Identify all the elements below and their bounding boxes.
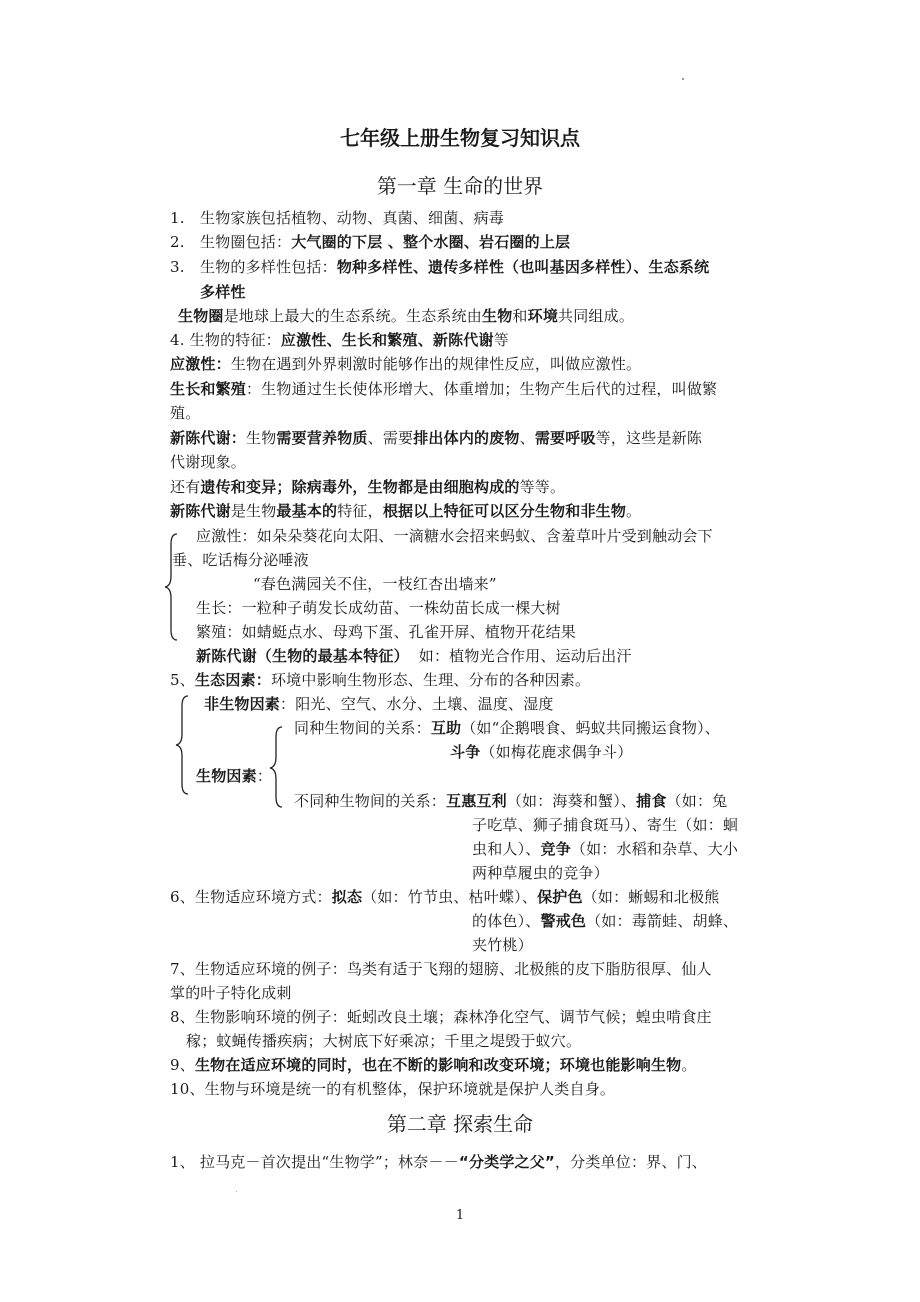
bold-term: 斗争	[450, 743, 481, 761]
text: 、	[519, 429, 535, 447]
basic-feature-line	[170, 501, 641, 521]
text: （如：海葵和蟹）、	[506, 792, 637, 810]
item-bold: 大气圈的下层 、整个水圈、岩石圈的上层	[291, 233, 571, 251]
item-number: 9、	[170, 1056, 195, 1074]
item-7: 7、生物适应环境的例子：鸟类有适于飞翔的翅膀、北极熊的皮下脂肪很厚、仙人	[170, 960, 712, 978]
stray-mark	[236, 1191, 237, 1192]
text: （如：竹节虫、枯叶蝶）、	[362, 888, 538, 906]
example-metabolism	[196, 646, 632, 666]
diff-species-relation-l2: 子吃草、狮子捕食斑马）、寄生（如：蛔	[472, 816, 739, 834]
item-1	[170, 208, 505, 228]
text: 环境中影响生物形态、生理、分布的各种因素。	[270, 671, 591, 689]
abiotic-factors	[204, 694, 554, 714]
bold-term: 生物	[482, 307, 513, 325]
bold-term: 生物圈	[178, 307, 224, 325]
item-number: 3.	[170, 258, 185, 276]
example-irritability: 应激性：如朵朵葵花向太阳、一滴糖水会招来蚂蚁、含羞草叶片受到触动会下	[196, 527, 713, 545]
bold-term: 最基本的	[276, 502, 338, 520]
text: 生物	[246, 429, 277, 447]
text: 同种生物间的关系：	[294, 719, 431, 737]
curly-brace-icon	[268, 725, 288, 809]
item-3-cont: 多样性	[200, 283, 246, 301]
bold-term: 警戒色	[540, 912, 587, 930]
bold-term: 保护色	[537, 888, 583, 906]
item-tail: 等	[493, 331, 509, 349]
bold-term: 应激性：	[170, 355, 231, 373]
item-2	[170, 232, 571, 252]
text: （如：兔	[666, 792, 728, 810]
metabolism-def	[170, 428, 702, 448]
text: 、需要	[367, 429, 414, 447]
chapter2-heading: 第二章 探索生命	[386, 1112, 534, 1136]
text: 共同组成。	[558, 307, 635, 325]
text: ：阳光、空气、水分、土壤、温度、湿度	[280, 695, 554, 713]
item-lead: 生物的多样性包括：	[200, 258, 337, 276]
diff-species-relation-l4: 两种草履虫的竞争）	[472, 864, 609, 882]
biotic-factors-label	[196, 766, 272, 786]
item-number: 5、	[170, 671, 195, 689]
text: 。	[681, 1056, 697, 1074]
text: （如梅花鹿求偶争斗）	[480, 743, 633, 761]
text: 等，这些是新陈	[595, 429, 703, 447]
diff-species-relation	[294, 791, 727, 811]
text: 。	[626, 502, 642, 520]
item-lead: 生物圈包括：	[200, 233, 292, 251]
bold-term: 生物在适应环境的同时，也在不断的影响和改变环境；环境也能影响生物	[194, 1056, 682, 1074]
bold-term: 新陈代谢	[170, 502, 231, 520]
irritability-def	[170, 354, 641, 374]
example-growth: 生长：一粒种子萌发长成幼苗、一株幼苗长成一棵大树	[196, 599, 561, 617]
item-6	[170, 887, 719, 907]
text: ：生物通过生长使体形增大、体重增加；生物产生后代的过程，叫做繁	[246, 380, 718, 398]
item-5	[170, 670, 590, 690]
text: 生物在遇到外界刺激时能够作出的规律性反应，叫做应激性。	[230, 355, 642, 373]
item-10: 10、生物与环境是统一的有机整体，保护环境就是保护人类自身。	[170, 1080, 616, 1098]
stray-mark	[682, 78, 684, 80]
item-text: 生物家族包括植物、动物、真菌、细菌、病毒	[200, 209, 505, 227]
same-species-relation	[294, 718, 720, 738]
bold-term: 生态因素：	[194, 671, 271, 689]
text: （如“企鹅喂食、蚂蚁共同搬运食物）、	[461, 719, 720, 737]
bold-term: 生长和繁殖	[170, 380, 247, 398]
page-number: 1	[455, 1208, 465, 1223]
text: 6、生物适应环境方式：	[170, 888, 332, 906]
item-8: 8、生物影响环境的例子：蚯蚓改良土壤；森林净化空气、调节气候；蝗虫啃食庄	[170, 1008, 712, 1026]
curly-brace-icon	[174, 694, 194, 796]
bold-term: 需要营养物质	[276, 429, 368, 447]
item-3	[170, 257, 710, 277]
text: 如：植物光合作用、运动后出汗	[408, 647, 632, 665]
text: （如：蜥蜴和北极熊	[582, 888, 720, 906]
bold-term: 排出体内的废物	[413, 429, 520, 447]
biosphere-line	[178, 306, 634, 326]
text: 还有	[170, 478, 201, 496]
item-lead: 4. 生物的特征：	[170, 331, 281, 349]
bold-term: 拟态	[331, 888, 363, 906]
bold-term: 环境	[527, 307, 559, 325]
text: 等等。	[519, 478, 566, 496]
example-poem: “春色满园关不住，一枝红杏出墙来”	[253, 575, 497, 593]
text: 的体色）、	[472, 912, 541, 930]
bold-term: 根据以上特征可以区分生物和非生物	[382, 502, 627, 520]
text: ：	[256, 767, 273, 785]
item-6-l3: 夹竹桃）	[472, 936, 533, 954]
chapter1-heading: 第一章 生命的世界	[376, 174, 544, 198]
growth-def	[170, 379, 717, 399]
item-number: 1.	[170, 209, 185, 227]
bold-term: 新陈代谢：	[170, 429, 247, 447]
bold-term: 新陈代谢（生物的最基本特征）	[196, 647, 409, 665]
bold-term: 互惠互利	[446, 792, 507, 810]
bold-term: 生物因素	[196, 767, 257, 785]
example-reproduction: 繁殖：如蜻蜓点水、母鸡下蛋、孔雀开屏、植物开花结果	[196, 623, 577, 641]
bold-term: 捕食	[636, 792, 667, 810]
example-irritability-cont: 垂、吃话梅分泌唾液	[172, 551, 309, 569]
also-line	[170, 477, 565, 497]
bold-term: “分类学之父”	[458, 1153, 555, 1171]
same-species-relation-cont	[450, 742, 632, 762]
diff-species-relation-l3	[472, 839, 738, 859]
document-title: 七年级上册生物复习知识点	[340, 126, 580, 150]
chapter2-item-1	[170, 1152, 707, 1172]
curly-brace-icon	[163, 532, 183, 642]
bold-term: 非生物因素	[204, 695, 281, 713]
text: 1、 拉马克－首次提出“生物学”；林奈－－	[170, 1153, 459, 1171]
item-8-cont: 稼；蚊蝇传播疾病；大树底下好乘凉；千里之堤毁于蚁穴。	[186, 1032, 582, 1050]
item-4	[170, 330, 509, 350]
bold-term: 互助	[430, 719, 462, 737]
text: 是地球上最大的生态系统。生态系统由	[223, 307, 483, 325]
text: 是生物	[230, 502, 277, 520]
item-number: 2.	[170, 233, 185, 251]
text: ，分类单位：界、门、	[554, 1153, 707, 1171]
growth-def-cont: 殖。	[170, 404, 201, 422]
text: 虫和人）、	[472, 840, 541, 858]
text: 不同种生物间的关系：	[294, 792, 447, 810]
bold-term: 需要呼吸	[534, 429, 596, 447]
item-bold: 应激性、生长和繁殖、新陈代谢	[280, 331, 494, 349]
item-7-cont: 掌的叶子特化成刺	[170, 984, 292, 1002]
text: （如：水稻和杂草、大小	[570, 840, 739, 858]
item-bold: 物种多样性、遗传多样性（也叫基因多样性）、生态系统	[336, 258, 710, 276]
text: （如：毒箭蛙、胡蜂、	[586, 912, 739, 930]
metabolism-def-cont: 代谢现象。	[170, 453, 247, 471]
bold-term: 遗传和变异；除病毒外，生物都是由细胞构成的	[200, 478, 520, 496]
text: 和	[512, 307, 528, 325]
item-6-l2	[472, 911, 738, 931]
item-9	[170, 1055, 697, 1075]
text: 特征，	[337, 502, 383, 520]
bold-term: 竞争	[540, 840, 571, 858]
